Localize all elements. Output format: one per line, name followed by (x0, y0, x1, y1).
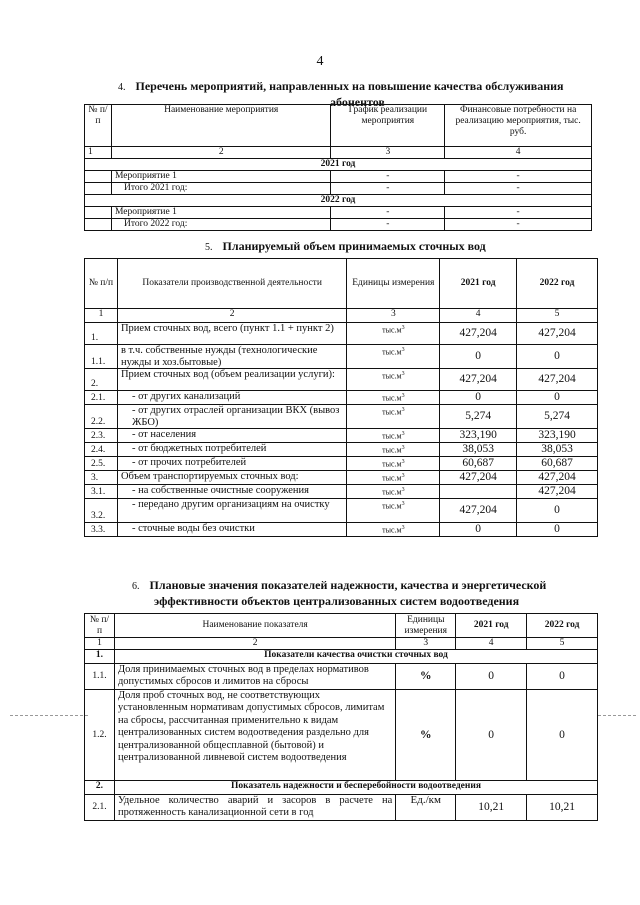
col-header-no: № п/п (85, 105, 112, 147)
index-cell: 1 (85, 147, 112, 159)
row-number: 2.1. (85, 795, 115, 821)
value-2021: 10,21 (456, 795, 527, 821)
index-row (85, 638, 598, 650)
indicator-name: Прием сточных вод, всего (пункт 1.1 + пункт 2) (117, 323, 346, 345)
value-2022: 38,053 (517, 443, 598, 457)
value-2022: 0 (517, 499, 598, 523)
index-cell: 1 (85, 309, 118, 323)
col-header-schedule: График реализации мероприятия (331, 105, 445, 147)
value-2021: 0 (456, 664, 527, 690)
section-5-table (84, 258, 598, 537)
value-2022: 427,204 (517, 323, 598, 345)
row-number: 3.3. (85, 523, 118, 537)
total-label: Итого 2021 год: (111, 183, 330, 195)
row-number: 1. (85, 323, 118, 345)
value-2021: 323,190 (440, 429, 517, 443)
unit-cell (347, 443, 440, 457)
index-cell: 4 (456, 638, 527, 650)
section-6-title (132, 578, 602, 608)
unit-exponent: 3 (401, 347, 405, 353)
index-cell: 1 (85, 638, 115, 650)
table-row (85, 690, 598, 781)
unit-cell (347, 369, 440, 391)
unit-base: тыс.м (382, 393, 402, 403)
table-row (85, 795, 598, 821)
measure-name: Мероприятие 1 (111, 207, 330, 219)
value-2021: 5,274 (440, 405, 517, 429)
table-row (85, 323, 598, 345)
section-6-title-line1: Плановые значения показателей надежности, качества и энергетической (149, 578, 547, 592)
section-6-table (84, 613, 598, 821)
unit-exponent: 3 (401, 525, 405, 531)
schedule-cell: - (331, 219, 445, 231)
section-5-title-text: Планируемый объем принимаемых сточных вод (222, 239, 486, 253)
indicator-name: Доля принимаемых сточных вод в пределах нормативов допустимых сбросов и лимитов на сбросы (114, 664, 395, 690)
indicator-name: Удельное количество аварий и засоров в расчете на протяженность канализационной сети в год (114, 795, 395, 821)
group-row (85, 650, 598, 664)
scan-artifact-line (598, 715, 636, 716)
table-row (85, 429, 598, 443)
table-row (85, 523, 598, 537)
unit-base: тыс.м (382, 371, 402, 381)
unit-base: тыс.м (382, 445, 402, 455)
indicator-name: - от других канализаций (117, 391, 346, 405)
unit-base: тыс.м (382, 473, 402, 483)
value-2022: 0 (517, 523, 598, 537)
indicator-name: - от прочих потребителей (117, 457, 346, 471)
indicator-name: - на собственные очистные сооружения (117, 485, 346, 499)
unit-exponent: 3 (401, 431, 405, 437)
index-cell: 3 (331, 147, 445, 159)
value-2022: 5,274 (517, 405, 598, 429)
unit-cell (347, 485, 440, 499)
col-header-2021: 2021 год (456, 614, 527, 638)
unit-base: тыс.м (382, 347, 402, 357)
page-number: 4 (316, 54, 324, 69)
col-header-name: Наименование мероприятия (111, 105, 330, 147)
unit-base: тыс.м (382, 459, 402, 469)
unit-cell (347, 429, 440, 443)
schedule-cell: - (331, 207, 445, 219)
unit-base: тыс.м (382, 501, 402, 511)
index-row (85, 147, 592, 159)
col-header-2022: 2022 год (527, 614, 598, 638)
unit-base: тыс.м (382, 431, 402, 441)
value-2022: 427,204 (517, 485, 598, 499)
section-6-title-line2: эффективности объектов централизованных систем водоотведения (154, 594, 520, 608)
table-row (85, 471, 598, 485)
table-row (85, 219, 592, 231)
group-number: 1. (85, 650, 115, 664)
table-row (85, 171, 592, 183)
index-cell: 2 (117, 309, 346, 323)
col-header-2022: 2022 год (517, 259, 598, 309)
value-2021: 38,053 (440, 443, 517, 457)
group-row (85, 781, 598, 795)
indicator-name: - сточные воды без очистки (117, 523, 346, 537)
group-title: Показатель надежности и бесперебойности водоотведения (114, 781, 597, 795)
value-2021: 60,687 (440, 457, 517, 471)
col-header-units: Единицы измерения (347, 259, 440, 309)
index-cell: 2 (114, 638, 395, 650)
table-row (85, 405, 598, 429)
unit-cell (347, 405, 440, 429)
index-cell: 4 (440, 309, 517, 323)
unit-cell (347, 323, 440, 345)
group-number: 2. (85, 781, 115, 795)
schedule-cell: - (331, 171, 445, 183)
unit-base: тыс.м (382, 487, 402, 497)
row-number: 2.2. (85, 405, 118, 429)
finance-cell: - (445, 171, 592, 183)
value-2022: 0 (527, 664, 598, 690)
section-4-title-line2: абонентов (330, 95, 385, 109)
finance-cell: - (445, 219, 592, 231)
row-number: 3. (85, 471, 118, 485)
row-number: 1.1. (85, 345, 118, 369)
unit-base: тыс.м (382, 525, 402, 535)
value-2021: 427,204 (440, 499, 517, 523)
row-number: 3.2. (85, 499, 118, 523)
index-cell: 5 (527, 638, 598, 650)
total-label: Итого 2022 год: (111, 219, 330, 231)
group-title: Показатели качества очистки сточных вод (114, 650, 597, 664)
unit-exponent: 3 (401, 393, 405, 399)
unit-exponent: 3 (401, 371, 405, 377)
table-row (85, 457, 598, 471)
unit-cell (347, 523, 440, 537)
col-header-indicator: Наименование показателя (114, 614, 395, 638)
indicator-name: - от других отраслей организации ВКХ (вывоз ЖБО) (117, 405, 346, 429)
value-2021: 0 (440, 345, 517, 369)
index-cell: 3 (396, 638, 456, 650)
unit-base: тыс.м (382, 325, 402, 335)
section-4-title-line1: Перечень мероприятий, направленных на повышение качества обслуживания (135, 79, 564, 93)
value-2021: 427,204 (440, 471, 517, 485)
unit-exponent: 3 (401, 473, 405, 479)
unit-exponent: 3 (401, 459, 405, 465)
table-row (85, 443, 598, 457)
indicator-name: Прием сточных вод (объем реализации услуги): (117, 369, 346, 391)
unit-exponent: 3 (401, 325, 405, 331)
row-number: 2.3. (85, 429, 118, 443)
table-row (85, 485, 598, 499)
finance-cell: - (445, 207, 592, 219)
index-row (85, 309, 598, 323)
unit-cell (347, 471, 440, 485)
section-4-table (84, 104, 592, 231)
col-header-indicator: Показатели производственной деятельности (117, 259, 346, 309)
value-2022: 427,204 (517, 369, 598, 391)
measure-name: Мероприятие 1 (111, 171, 330, 183)
value-2022: 323,190 (517, 429, 598, 443)
unit-cell (347, 345, 440, 369)
table-row (85, 369, 598, 391)
table-header-row (85, 259, 598, 309)
unit-cell: % (396, 664, 456, 690)
col-header-units: Единицы измерения (396, 614, 456, 638)
table-row (85, 345, 598, 369)
unit-cell: % (396, 690, 456, 781)
value-2021: 427,204 (440, 369, 517, 391)
row-number: 1.2. (85, 690, 115, 781)
table-header-row (85, 614, 598, 638)
value-2022: 0 (527, 690, 598, 781)
indicator-name: в т.ч. собственные нужды (технологические нужды и хоз.бытовые) (117, 345, 346, 369)
unit-exponent: 3 (401, 487, 405, 493)
value-2022: 0 (517, 391, 598, 405)
year-2021-header: 2021 год (85, 159, 592, 171)
table-row (85, 664, 598, 690)
table-row (85, 391, 598, 405)
value-2021 (440, 485, 517, 499)
value-2021: 427,204 (440, 323, 517, 345)
unit-exponent: 3 (401, 501, 405, 507)
row-number: 2.4. (85, 443, 118, 457)
value-2022: 0 (517, 345, 598, 369)
value-2021: 0 (456, 690, 527, 781)
index-cell: 3 (347, 309, 440, 323)
unit-cell (347, 391, 440, 405)
unit-cell (347, 457, 440, 471)
indicator-name: - от населения (117, 429, 346, 443)
section-5-title (205, 239, 486, 255)
section-4-number: 4. (118, 82, 126, 93)
indicator-name: Объем транспортируемых сточных вод: (117, 471, 346, 485)
value-2021: 0 (440, 391, 517, 405)
section-6-number: 6. (132, 581, 140, 592)
finance-cell: - (445, 183, 592, 195)
index-cell: 2 (111, 147, 330, 159)
unit-cell: Ед./км (396, 795, 456, 821)
value-2022: 10,21 (527, 795, 598, 821)
row-number: 3.1. (85, 485, 118, 499)
col-header-no: № п/п (85, 614, 115, 638)
index-cell: 5 (517, 309, 598, 323)
row-number: 2.5. (85, 457, 118, 471)
row-number: 2. (85, 369, 118, 391)
unit-exponent: 3 (401, 407, 405, 413)
col-header-no: № п/п (85, 259, 118, 309)
value-2022: 427,204 (517, 471, 598, 485)
row-number: 1.1. (85, 664, 115, 690)
table-row (85, 183, 592, 195)
value-2021: 0 (440, 523, 517, 537)
index-cell: 4 (445, 147, 592, 159)
scan-artifact-line (10, 715, 88, 716)
unit-base: тыс.м (382, 407, 402, 417)
year-2022-header: 2022 год (85, 195, 592, 207)
schedule-cell: - (331, 183, 445, 195)
table-header-row (85, 105, 592, 147)
indicator-name: Доля проб сточных вод, не соответствующих установленным нормативам допустимых сбросов, лимитам на сбросы, рассчитанная применительно к видам централизованных систем водоотведения раздельно для централизованной общесплавной (бытовой) и централизованной ливневой систем водоотведения (114, 690, 395, 781)
unit-cell (347, 499, 440, 523)
section-5-number: 5. (205, 242, 213, 253)
table-row (85, 499, 598, 523)
indicator-name: - от бюджетных потребителей (117, 443, 346, 457)
row-number: 2.1. (85, 391, 118, 405)
indicator-name: - передано другим организациям на очистку (117, 499, 346, 523)
value-2022: 60,687 (517, 457, 598, 471)
table-row (85, 207, 592, 219)
unit-exponent: 3 (401, 445, 405, 451)
col-header-finance: Финансовые потребности на реализацию мероприятия, тыс. руб. (445, 105, 592, 147)
col-header-2021: 2021 год (440, 259, 517, 309)
